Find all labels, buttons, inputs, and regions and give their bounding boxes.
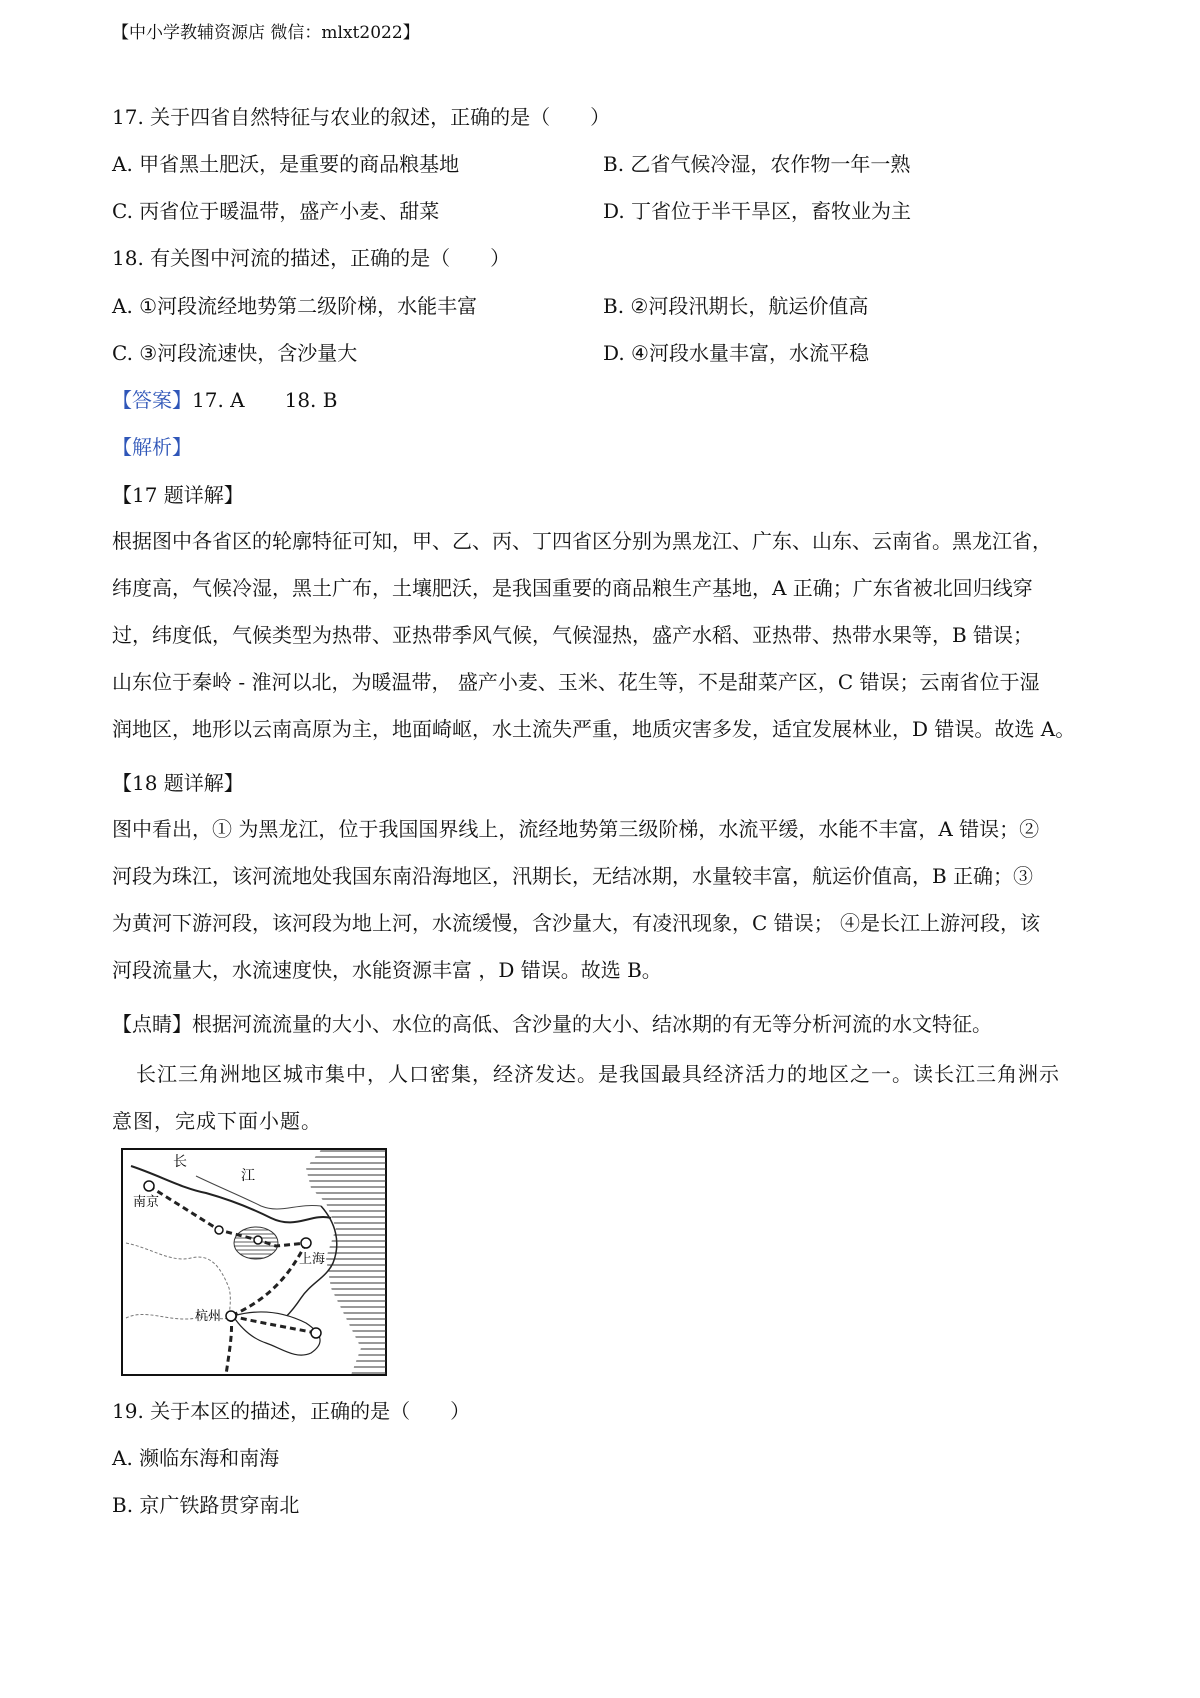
shanghai-marker xyxy=(301,1238,311,1248)
detail18-heading: 【18 题详解】 xyxy=(112,771,244,795)
city-marker xyxy=(215,1226,223,1234)
q17-option-d: D. 丁省位于半干旱区，畜牧业为主 xyxy=(603,199,912,223)
detail17-line: 根据图中各省区的轮廓特征可知，甲、乙、丙、丁四省区分别为黑龙江、广东、山东、云南省。黑龙江省， xyxy=(112,529,1052,553)
detail18-line: 河段流量大，水流速度快，水能资源丰富 ，D 错误。故选 B。 xyxy=(112,958,662,982)
answer-label: 【答案】 xyxy=(112,388,192,412)
label-jiang: 江 xyxy=(241,1168,255,1184)
detail18-body xyxy=(112,806,1100,994)
detail17-heading: 【17 题详解】 xyxy=(112,483,244,507)
q19-option-a: A. 濒临东海和南海 xyxy=(112,1446,280,1470)
city-marker xyxy=(311,1328,321,1338)
q18-option-a: A. ①河段流经地势第二级阶梯，水能丰富 xyxy=(112,294,478,318)
detail17-line: 纬度高，气候冷湿，黑土广布，土壤肥沃，是我国重要的商品粮生产基地，A 正确；广东省被北回归线穿 xyxy=(112,576,1033,600)
hangzhou-marker xyxy=(226,1311,236,1321)
q18-option-d: D. ④河段水量丰富，水流平稳 xyxy=(603,341,869,365)
q17-option-b: B. 乙省气候冷湿，农作物一年一熟 xyxy=(603,152,911,176)
q18-option-b: B. ②河段汛期长，航运价值高 xyxy=(603,294,869,318)
q19-option-b: B. 京广铁路贯穿南北 xyxy=(112,1493,300,1517)
city-marker xyxy=(254,1236,262,1244)
comment-label: 【点睛】 xyxy=(112,1012,192,1036)
label-chang: 长 xyxy=(173,1154,187,1170)
detail18-line: 图中看出，① 为黑龙江，位于我国国界线上，流经地势第三级阶梯，水流平缓，水能不丰富，A 错误；② xyxy=(112,817,1040,841)
q19-stem: 19. 关于本区的描述，正确的是（ ） xyxy=(112,1399,471,1423)
detail17-line: 过，纬度低，气候类型为热带、亚热带季风气候，气候湿热，盛产水稻、亚热带、热带水果等，B 错误； xyxy=(112,623,1034,647)
answer-text: 17. A 18. B xyxy=(192,388,338,412)
detail17-line: 润地区，地形以云南高原为主，地面崎岖，水土流失严重，地质灾害多发，适宜发展林业，D 错误。故选 A。 xyxy=(112,717,1076,741)
detail17-body xyxy=(112,518,1100,753)
nanjing-marker xyxy=(144,1181,154,1191)
q18-option-c: C. ③河段流速快，含沙量大 xyxy=(112,341,358,365)
page-header: 【中小学教辅资源店 微信：mlxt2022】 xyxy=(112,23,420,43)
detail17-line: 山东位于秦岭 - 淮河以北，为暖温带， 盛产小麦、玉米、花生等，不是甜菜产区，C 错误；云南省位于湿 xyxy=(112,670,1040,694)
answer-row xyxy=(112,387,337,413)
label-nanjing: 南京 xyxy=(133,1195,160,1210)
yangtze-delta-map xyxy=(121,1148,387,1376)
intro-line-1: 长江三角洲地区城市集中，人口密集，经济发达。是我国最具经济活力的地区之一。读长江三角洲示 xyxy=(136,1062,1060,1086)
comment-text: 根据河流流量的大小、水位的高低、含沙量的大小、结冰期的有无等分析河流的水文特征。 xyxy=(192,1012,992,1036)
intro-line-2: 意图，完成下面小题。 xyxy=(112,1109,322,1133)
analysis-label: 【解析】 xyxy=(112,435,192,459)
comment-row xyxy=(112,1011,992,1037)
q17-option-c: C. 丙省位于暖温带，盛产小麦、甜菜 xyxy=(112,199,440,223)
label-hangzhou: 杭州 xyxy=(195,1309,222,1324)
detail18-line: 为黄河下游河段，该河段为地上河，水流缓慢，含沙量大，有凌汛现象，C 错误； ④是长江上游河段，该 xyxy=(112,911,1041,935)
detail18-line: 河段为珠江，该河流地处我国东南沿海地区，汛期长，无结冰期，水量较丰富，航运价值高，B 正确；③ xyxy=(112,864,1034,888)
label-shanghai: 上海 xyxy=(299,1252,326,1267)
q17-stem: 17. 关于四省自然特征与农业的叙述，正确的是（ ） xyxy=(112,105,611,129)
q18-stem: 18. 有关图中河流的描述，正确的是（ ） xyxy=(112,246,511,270)
q17-option-a: A. 甲省黑土肥沃，是重要的商品粮基地 xyxy=(112,152,460,176)
